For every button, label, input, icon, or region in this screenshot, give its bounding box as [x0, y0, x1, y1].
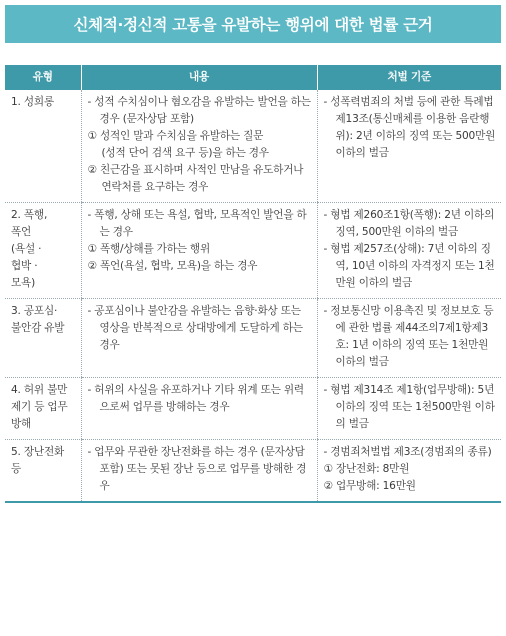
penalty-item: - 형법 제260조1항(폭행): 2년 이하의 징역, 500만원 이하의 벌금 — [323, 209, 495, 238]
content-item: - 업무와 무관한 장난전화를 하는 경우 (문자상담 포함) 또는 못된 장난 등으로 업무를 방해한 경우 — [87, 446, 307, 492]
type-text: 등 — [11, 463, 22, 475]
table-header-row — [5, 65, 501, 90]
content-cell — [81, 440, 317, 503]
header-content: 내용 — [81, 65, 317, 90]
penalty-item: - 정보통신망 이용촉진 및 정보보호 등에 관한 법률 제44조의7제1항제3호: 1년 이하의 징역 또는 1천만원 이하의 벌금 — [323, 305, 494, 368]
header-penalty: 처벌 기준 — [317, 65, 501, 90]
type-cell — [5, 440, 81, 503]
type-text: 2. 폭행, — [11, 209, 48, 221]
table-row — [5, 440, 501, 503]
penalty-cell — [317, 440, 501, 503]
content-item: - 폭행, 상해 또는 욕설, 협박, 모욕적인 발언을 하는 경우 — [87, 209, 307, 238]
content-item: - 공포심이나 불안감을 유발하는 음향·화상 또는 영상을 반복적으로 상대방에게 도달하게 하는 경우 — [87, 305, 303, 351]
content-cell — [81, 203, 317, 299]
content-cell — [81, 90, 317, 203]
type-text: (욕설 · — [11, 243, 42, 255]
content-item: ① 폭행/상해를 가하는 행위 — [87, 243, 211, 255]
type-text: 방해 — [11, 418, 32, 430]
content-item: ② 친근감을 표시하며 사적인 만남을 유도하거나 연락처를 요구하는 경우 — [87, 164, 304, 193]
penalty-item: - 형법 제314조 제1항(업무방해): 5년 이하의 징역 또는 1천500만원 이하의 벌금 — [323, 384, 495, 430]
content-item: - 성적 수치심이나 혐오감을 유발하는 발언을 하는 경우 (문자상담 포함) — [87, 96, 311, 125]
legal-basis-table — [5, 65, 501, 503]
type-text: 5. 장난전화 — [11, 446, 65, 458]
type-text: 모욕) — [11, 277, 35, 289]
type-cell — [5, 90, 81, 203]
penalty-item: - 성폭력범죄의 처벌 등에 관한 특례법 제13조(통신매체를 이용한 음란행위): 2년 이하의 징역 또는 500만원 이하의 벌금 — [323, 96, 496, 159]
page-title: 신체적·정신적 고통을 유발하는 행위에 대한 법률 근거 — [5, 5, 501, 43]
penalty-item: - 경범죄처벌법 제3조(경범죄의 종류) — [323, 446, 492, 458]
type-text: 3. 공포심· — [11, 305, 58, 317]
table-row — [5, 203, 501, 299]
type-cell — [5, 378, 81, 440]
table-row — [5, 378, 501, 440]
type-cell — [5, 203, 81, 299]
type-cell — [5, 299, 81, 378]
content-item: - 허위의 사실을 유포하거나 기타 위계 또는 위력으로써 업무를 방해하는 경우 — [87, 384, 304, 413]
penalty-item: - 형법 제257조(상해): 7년 이하의 징역, 10년 이하의 자격정지 또는 1천만원 이하의 벌금 — [323, 243, 495, 289]
type-text: 제기 등 업무 — [11, 401, 68, 413]
penalty-item: ② 업무방해: 16만원 — [323, 480, 416, 492]
penalty-cell — [317, 203, 501, 299]
content-cell — [81, 378, 317, 440]
type-text: 불안감 유발 — [11, 322, 65, 334]
content-item: ① 성적인 말과 수치심을 유발하는 질문 — [87, 130, 264, 142]
penalty-cell — [317, 90, 501, 203]
penalty-cell — [317, 299, 501, 378]
table-row — [5, 90, 501, 203]
content-item: ② 폭언(욕설, 협박, 모욕)을 하는 경우 — [87, 260, 258, 272]
type-text: 협박 · — [11, 260, 38, 272]
type-text: 1. 성희롱 — [11, 96, 54, 108]
content-item: (성적 단어 검색 요구 등)을 하는 경우 — [101, 147, 269, 159]
table-row — [5, 299, 501, 378]
type-text: 4. 허위 불만 — [11, 384, 68, 396]
penalty-item: ① 장난전화: 8만원 — [323, 463, 410, 475]
type-text: 폭언 — [11, 226, 32, 238]
header-type: 유형 — [5, 65, 81, 90]
penalty-cell — [317, 378, 501, 440]
content-cell — [81, 299, 317, 378]
